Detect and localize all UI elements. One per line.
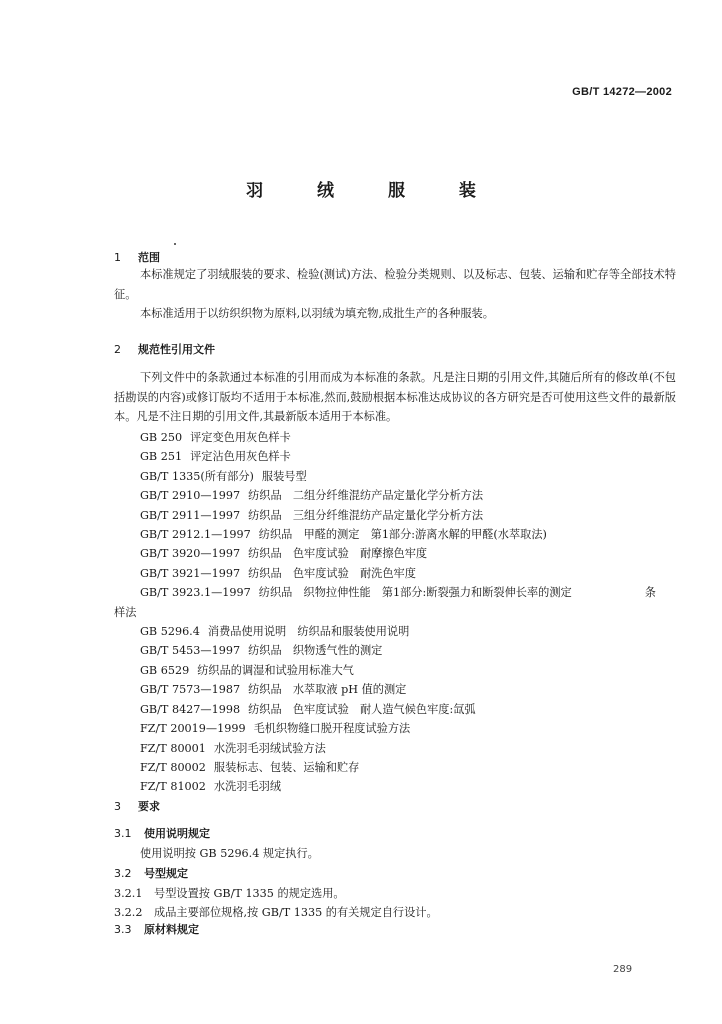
reference-item: GB/T 3920—1997 纺织品 色牢度试验 耐摩擦色牢度 xyxy=(140,547,428,561)
reference-item: GB 250 评定变色用灰色样卡 xyxy=(140,431,291,444)
reference-item: GB/T 7573—1987 纺织品 水萃取液 pH 值的测定 xyxy=(140,683,407,697)
standard-code: GB/T 14272—2002 xyxy=(572,86,672,98)
section-3-heading xyxy=(114,799,160,815)
reference-list xyxy=(114,428,680,797)
reference-item: GB/T 1335(所有部分) 服装号型 xyxy=(140,469,307,483)
reference-item: GB/T 2912.1—1997 纺织品 甲醛的测定 第1部分:游离水解的甲醛(水萃取法) xyxy=(140,528,547,542)
section-1-paragraph-2: 本标准适用于以纺织织物为原料,以羽绒为填充物,成批生产的各种服装。 xyxy=(140,307,494,320)
section-title: 范围 xyxy=(138,251,160,264)
reference-item: GB/T 3923.1—1997 纺织品 织物拉伸性能 第1部分:断裂强力和断裂伸长率的测定 条 xyxy=(140,586,656,600)
section-3-1-text: 使用说明按 GB 5296.4 规定执行。 xyxy=(140,847,319,860)
reference-item: GB/T 2911—1997 纺织品 三组分纤维混纺产品定量化学分析方法 xyxy=(140,508,484,522)
section-number: 2 xyxy=(114,343,121,356)
section-1-heading xyxy=(114,250,160,266)
scan-speck xyxy=(174,243,176,245)
section-3-2-2: 3.2.2 成品主要部位规格,按 GB/T 1335 的有关规定自行设计。 xyxy=(114,906,438,919)
section-2-intro: 下列文件中的条款通过本标准的引用而成为本标准的条款。凡是注日期的引用文件,其随后所有的修改单(不包括勘误的内容)或修订版均不适用于本标准,然而,鼓励根据本标准达成协议的各方研究是否可使用这些文件的最新版本。凡是不注日期的引用文件,其最新版本适用于本标准。 xyxy=(114,371,676,423)
section-3-2-heading: 3.2 号型规定 xyxy=(114,867,188,880)
section-3-3-heading: 3.3 原材料规定 xyxy=(114,923,199,936)
section-2-heading xyxy=(114,342,215,358)
reference-item: FZ/T 80001 水洗羽毛羽绒试验方法 xyxy=(140,741,326,755)
reference-item: GB 6529 纺织品的调湿和试验用标准大气 xyxy=(140,663,354,677)
reference-item: FZ/T 80002 服装标志、包装、运输和贮存 xyxy=(140,760,360,774)
section-title: 规范性引用文件 xyxy=(138,343,215,356)
reference-item: GB 251 评定沾色用灰色样卡 xyxy=(140,450,291,464)
reference-item: FZ/T 20019—1999 毛机织物缝口脱开程度试验方法 xyxy=(140,722,411,736)
reference-item: FZ/T 81002 水洗羽毛羽绒 xyxy=(140,780,282,794)
reference-item: GB/T 3921—1997 纺织品 色牢度试验 耐洗色牢度 xyxy=(140,566,416,580)
reference-item-continuation: 样法 xyxy=(114,605,137,619)
section-title: 要求 xyxy=(138,800,160,813)
section-number: 3 xyxy=(114,800,121,813)
section-1-paragraph-1: 本标准规定了羽绒服装的要求、检验(测试)方法、检验分类规则、以及标志、包装、运输和贮存等全部技术特征。 xyxy=(114,268,676,301)
section-number: 1 xyxy=(114,251,121,264)
reference-item: GB/T 5453—1997 纺织品 织物透气性的测定 xyxy=(140,644,383,658)
section-3-2-1: 3.2.1 号型设置按 GB/T 1335 的规定选用。 xyxy=(114,887,345,900)
document-title: 羽 绒 服 装 xyxy=(246,181,500,201)
reference-item: GB 5296.4 消费品使用说明 纺织品和服装使用说明 xyxy=(140,625,410,639)
reference-item: GB/T 8427—1998 纺织品 色牢度试验 耐人造气候色牢度:氙弧 xyxy=(140,702,476,716)
reference-item: GB/T 2910—1997 纺织品 二组分纤维混纺产品定量化学分析方法 xyxy=(140,489,484,503)
page-number: 289 xyxy=(613,964,633,975)
section-3-1-heading: 3.1 使用说明规定 xyxy=(114,827,210,840)
